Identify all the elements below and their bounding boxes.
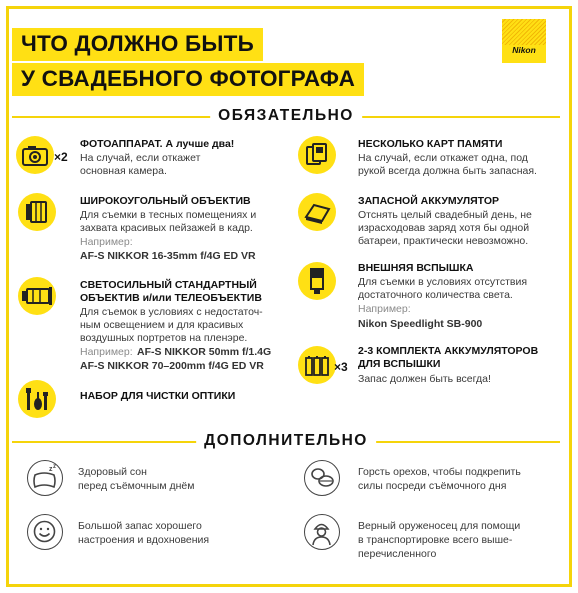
nuts-line-2: силы посреди съёмочного дня <box>358 480 507 492</box>
battery-desc-3: батареи, практически невозможно. <box>358 235 529 247</box>
tele-desc-3: воздушных портретов на пленэре. <box>80 332 248 344</box>
camera-icon <box>16 136 54 174</box>
batteries-icon <box>298 346 336 384</box>
flash-batteries-title-2: ДЛЯ ВСПЫШКИ <box>358 358 441 370</box>
logo-text: Nikon <box>512 45 536 55</box>
wide-desc-2: захвата красивых пейзажей в кадр. <box>80 222 253 234</box>
wide-example-label: Например: <box>80 236 133 248</box>
mood-line-2: настроения и вдохновения <box>78 534 210 546</box>
batteries-multiplier: ×3 <box>334 360 348 374</box>
wide-desc-1: Для съемки в тесных помещениях и <box>80 209 257 221</box>
flash-model: Nikon Speedlight SB-900 <box>358 318 483 330</box>
nuts-icon <box>304 460 340 496</box>
flash-desc-1: Для съемки в условиях отсутствия <box>358 276 528 288</box>
title-line-2: У СВАДЕБНОГО ФОТОГРАФА <box>12 63 364 96</box>
svg-text:z: z <box>49 466 53 473</box>
nikon-logo <box>502 19 546 63</box>
assistant-line-2: в транспортировке всего выше- <box>358 534 513 546</box>
svg-text:z: z <box>53 464 56 470</box>
camera-desc-1: На случай, если откажет <box>80 152 201 164</box>
section-additional-label: ДОПОЛНИТЕЛЬНО <box>196 432 376 450</box>
wide-angle-lens-icon <box>18 193 56 231</box>
logo-stripes <box>502 19 546 45</box>
cards-desc-2: рукой всегда должна быть запасная. <box>358 165 537 177</box>
flash-title: ВНЕШНЯЯ ВСПЫШКА <box>358 262 474 274</box>
tele-title-2: ОБЪЕКТИВ и/или ТЕЛЕОБЪЕКТИВ <box>80 292 262 304</box>
flash-icon <box>298 262 336 300</box>
cards-desc-1: На случай, если откажет одна, под <box>358 152 528 164</box>
tele-example-label: Например: <box>80 346 133 358</box>
wide-title: ШИРОКОУГОЛЬНЫЙ ОБЪЕКТИВ <box>80 195 251 207</box>
tele-model-2: AF-S NIKKOR 70–200mm f/4G ED VR <box>80 360 264 372</box>
camera-desc-2: основная камера. <box>80 165 167 177</box>
pillow-sleep-icon <box>27 460 63 496</box>
flash-example-label: Например: <box>358 303 411 315</box>
title-line-1: ЧТО ДОЛЖНО БЫТЬ <box>12 28 263 61</box>
sleep-line-2: перед съёмочным днём <box>78 480 195 492</box>
cleaning-kit-icon <box>18 380 56 418</box>
smiley-icon <box>27 514 63 550</box>
tele-model-1: AF-S NIKKOR 50mm f/1.4G <box>137 346 272 358</box>
tele-desc-1: Для съемок в условиях с недостаточ- <box>80 306 263 318</box>
tele-title-1: СВЕТОСИЛЬНЫЙ СТАНДАРТНЫЙ <box>80 279 257 291</box>
flash-desc-2: достаточного количества света. <box>358 289 513 301</box>
sleep-line-1: Здоровый сон <box>78 466 147 478</box>
section-mandatory <box>12 107 560 125</box>
battery-desc-2: израсходовав заряд хотя бы одной <box>358 222 530 234</box>
wide-model: AF-S NIKKOR 16-35mm f/4G ED VR <box>80 250 256 262</box>
flash-batteries-title-1: 2-3 КОМПЛЕКТА АККУМУЛЯТОРОВ <box>358 345 539 357</box>
nuts-line-1: Горсть орехов, чтобы подкрепить <box>358 466 521 478</box>
mood-line-1: Большой запас хорошего <box>78 520 202 532</box>
telephoto-lens-icon <box>18 277 56 315</box>
cards-title: НЕСКОЛЬКО КАРТ ПАМЯТИ <box>358 138 503 150</box>
section-additional <box>12 432 560 450</box>
battery-icon <box>298 193 336 231</box>
assistant-icon <box>304 514 340 550</box>
battery-title: ЗАПАСНОЙ АККУМУЛЯТОР <box>358 195 499 207</box>
battery-desc-1: Отснять целый свадебный день, не <box>358 209 532 221</box>
assistant-line-1: Верный оруженосец для помощи <box>358 520 521 532</box>
memory-cards-icon <box>298 136 336 174</box>
flash-batteries-desc: Запас должен быть всегда! <box>358 373 491 385</box>
assistant-line-3: перечисленного <box>358 548 437 560</box>
section-mandatory-label: ОБЯЗАТЕЛЬНО <box>210 107 362 125</box>
camera-title: ФОТОАППАРАТ. А лучше два! <box>80 138 235 150</box>
cleaning-title: НАБОР ДЛЯ ЧИСТКИ ОПТИКИ <box>80 390 236 402</box>
tele-desc-2: ным освещением и для красивых <box>80 319 244 331</box>
camera-multiplier: ×2 <box>54 150 68 164</box>
